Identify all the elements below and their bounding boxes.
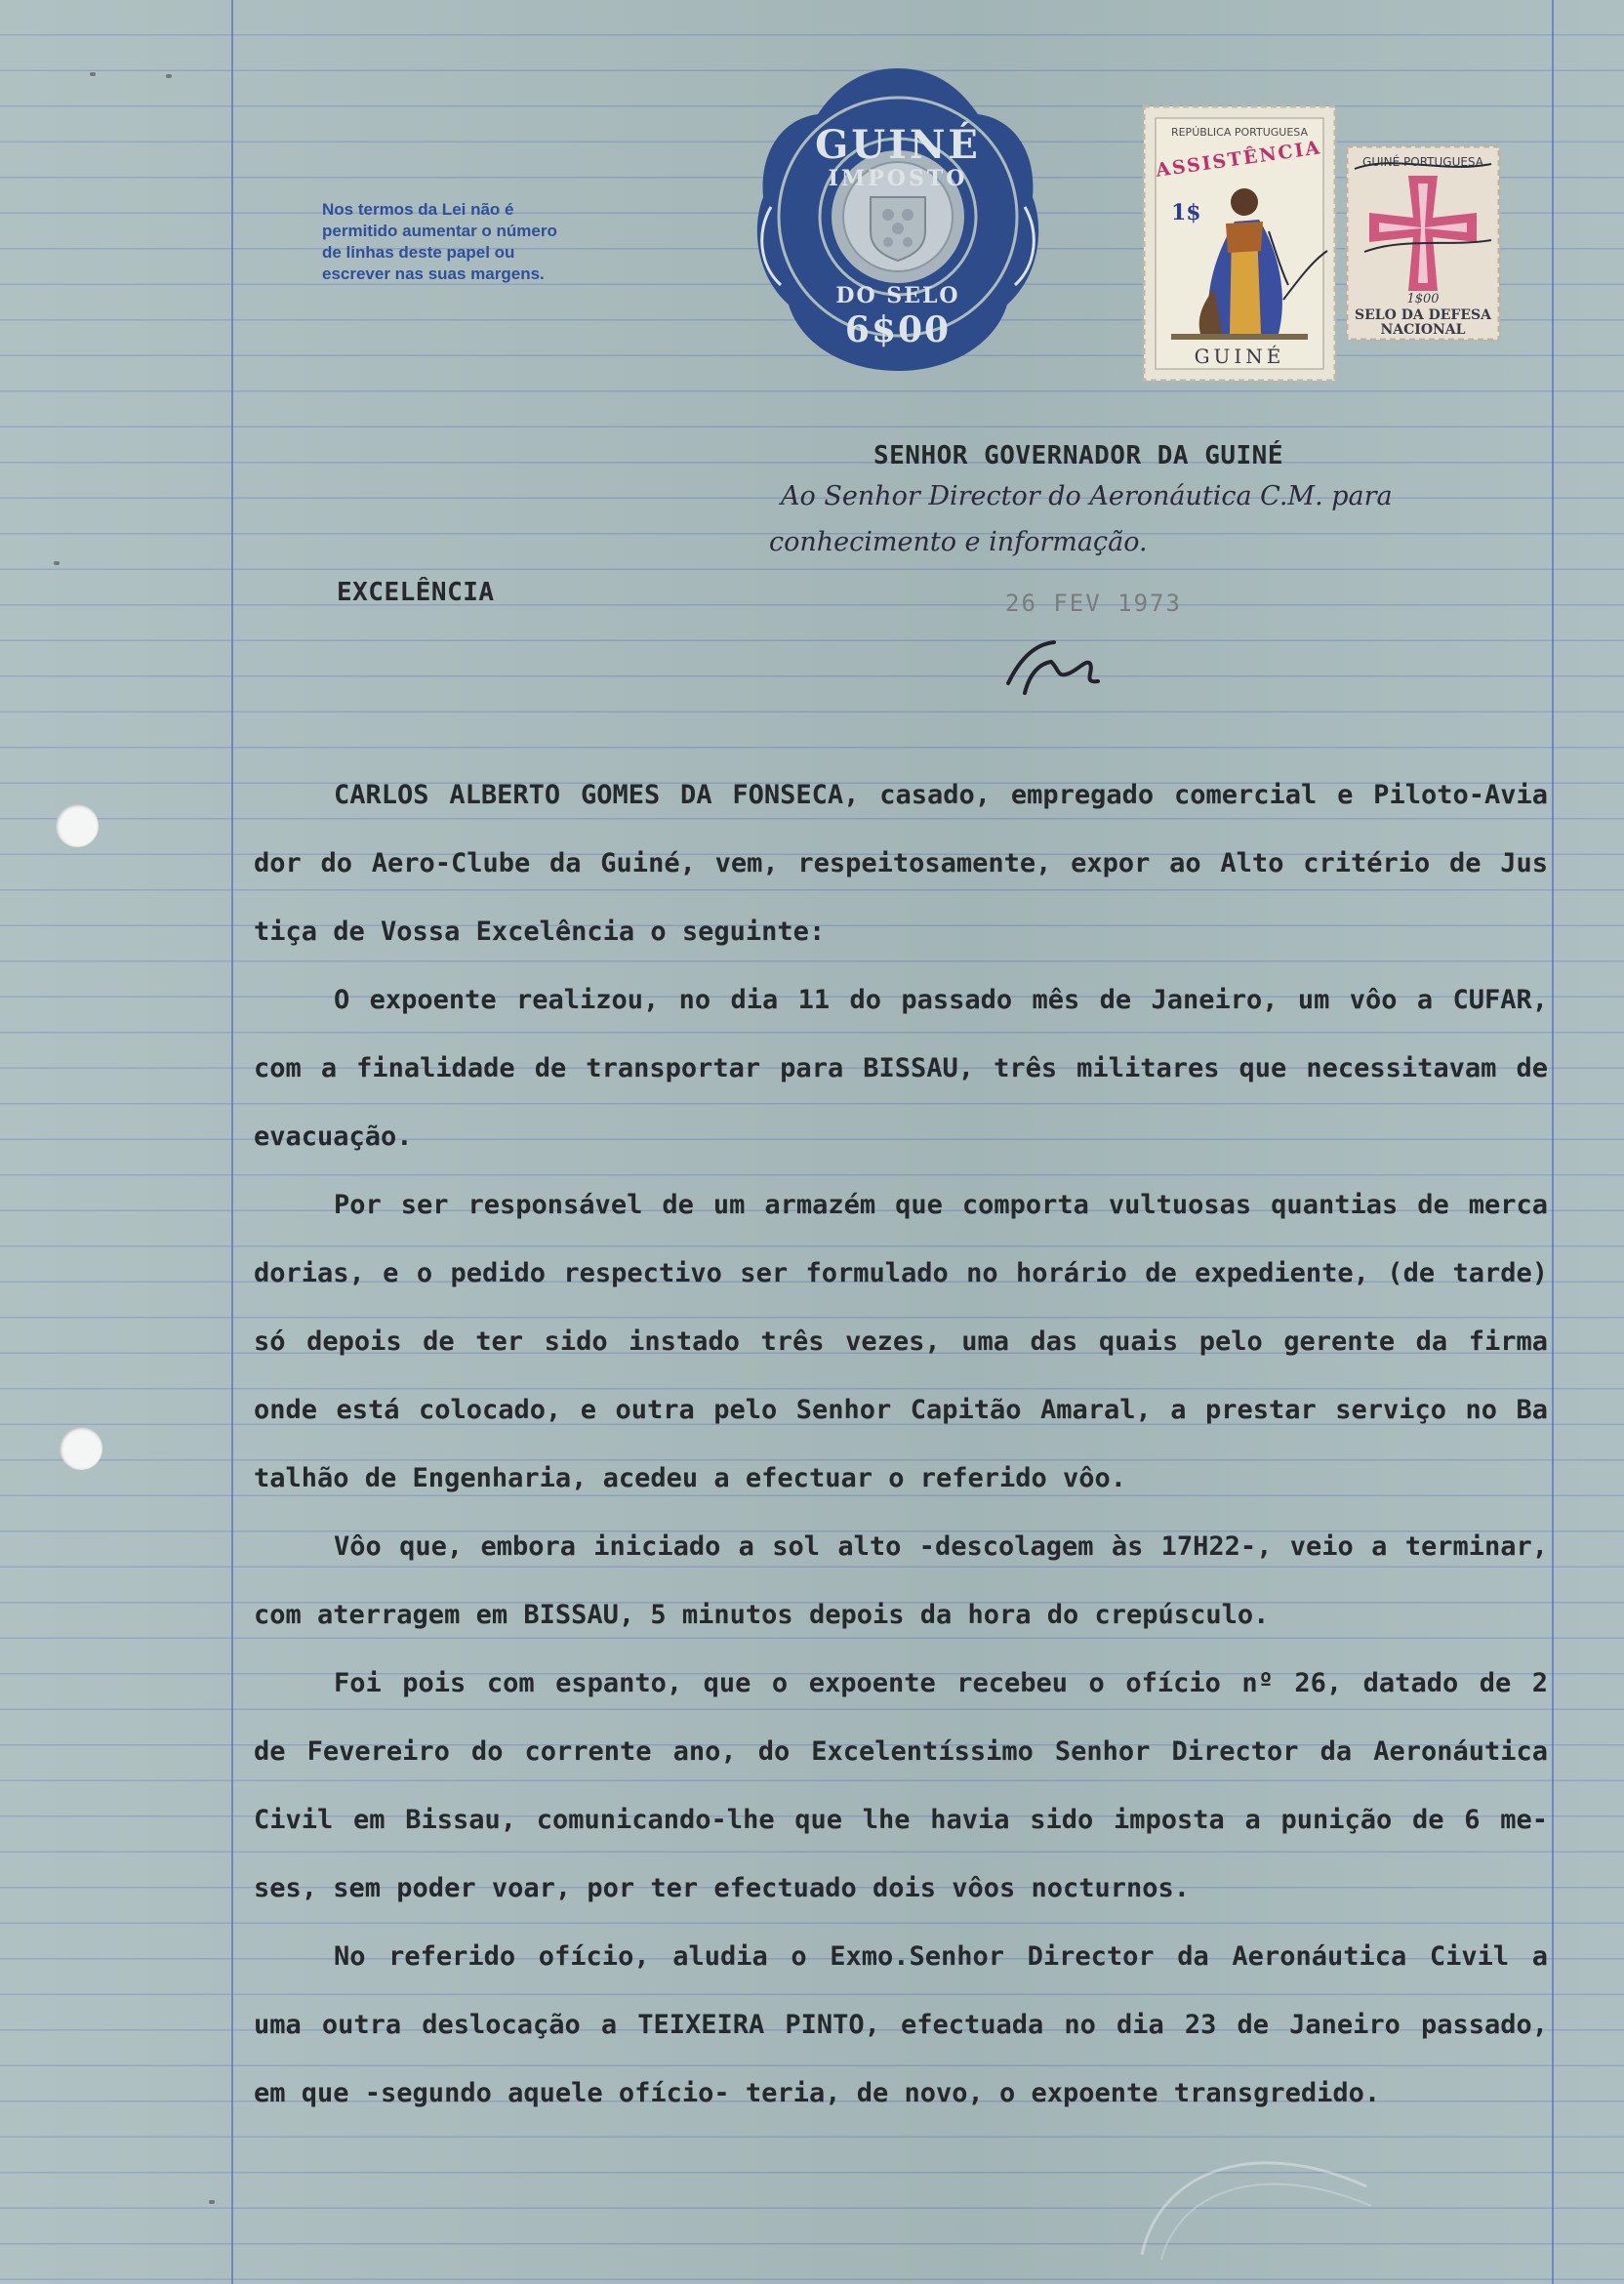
paper-speck [166,74,172,78]
salutation: EXCELÊNCIA [337,578,495,607]
defesa-label-line2: NACIONAL [1380,322,1466,338]
defesa-header-text: GUINÉ PORTUGUESA [1362,155,1483,169]
body-line: com a finalidade de transportar para BISSAU, três militares que necessitavam de [254,1053,1548,1083]
faint-embossed-seal [1122,2128,1386,2264]
body-line: O expoente realizou, no dia 11 do passado mês de Janeiro, um vôo a CUFAR, [334,985,1548,1015]
law-notice: Nos termos da Lei não é permitido aumentar o número de linhas deste papel ou escrever nas suas margens. [322,200,557,283]
body-line: No referido ofício, aludia o Exmo.Senhor Director da Aeronáutica Civil a [334,1941,1548,1972]
body-line: Vôo que, embora iniciado a sol alto -descolagem às 17H22-, veio a terminar, [334,1531,1548,1562]
handwritten-note-line1: Ao Senhor Director do Aeronáutica C.M. para [781,481,1393,511]
left-margin-rule [231,0,233,2284]
body-line: Por ser responsável de um armazém que comporta vultuosas quantias de merca [334,1190,1548,1220]
defesa-label-line1: SELO DA DEFESA [1355,307,1491,323]
paper-speck [90,72,96,76]
punch-hole-bottom [60,1427,102,1470]
seal-value-text: 6$00 [844,309,952,350]
stamp-territory-text: GUINÉ [1194,345,1285,368]
body-line: em que -segundo aquele ofício- teria, de novo, o expoente transgredido. [254,2078,1381,2108]
body-line: uma outra deslocação a TEIXEIRA PINTO, efectuada no dia 23 de Janeiro passado, [254,2010,1548,2040]
seal-guine-text: GUINÉ [815,122,981,168]
body-line: talhão de Engenharia, acedeu a efectuar o referido vôo. [254,1463,1127,1493]
tax-seal [751,61,1044,373]
body-line: Foi pois com espanto, que o expoente recebeu o ofício nº 26, datado de 2 [334,1668,1548,1698]
body-line: com aterragem em BISSAU, 5 minutos depois da hora do crepúsculo. [254,1600,1270,1630]
body-line: dor do Aero-Clube da Guiné, vem, respeitosamente, expor ao Alto critério de Jus [254,848,1548,878]
body-line: CARLOS ALBERTO GOMES DA FONSECA, casado, empregado comercial e Piloto-Avia [334,780,1548,810]
body-line: tiça de Vossa Excelência o seguinte: [254,917,826,947]
handwritten-note-line2: conhecimento e informação. [769,527,1148,557]
body-line: Civil em Bissau, comunicando-lhe que lhe havia sido imposta a punição de 6 me- [254,1805,1548,1835]
stamp-title-text: ASSISTÊNCIA [1154,137,1323,182]
right-margin-rule [1552,0,1554,2284]
addressee: SENHOR GOVERNADOR DA GUINÉ [873,441,1283,470]
paper-speck [209,2200,215,2204]
paper-speck [54,561,60,565]
date-stamp: 26 FEV 1973 [1005,590,1182,617]
assistencia-stamp [1142,104,1337,383]
defesa-nacional-stamp [1345,144,1501,342]
body-line: de Fevereiro do corrente ano, do Excelentíssimo Senhor Director da Aeronáutica [254,1736,1548,1767]
defesa-value-text: 1$00 [1406,292,1440,306]
stamp-country-text: REPÚBLICA PORTUGUESA [1170,126,1309,139]
body-line: só depois de ter sido instado três vezes, uma das quais pelo gerente da firma [254,1326,1548,1357]
body-line: ses, sem poder voar, por ter efectuado dois vôos nocturnos. [254,1873,1191,1903]
handwritten-initials-signature [1000,625,1117,703]
punch-hole-top [56,804,99,847]
body-line: dorias, e o pedido respectivo ser formulado no horário de expediente, (de tarde) [254,1258,1548,1288]
petition-body [254,773,1548,2140]
seal-do-selo-text: DO SELO [835,283,960,308]
body-line: onde está colocado, e outra pelo Senhor Capitão Amaral, a prestar serviço no Ba [254,1395,1548,1425]
seal-imposto-text: IMPOSTO [828,166,968,191]
body-line: evacuação. [254,1122,413,1152]
stamp-value-text: 1$ [1171,200,1201,225]
